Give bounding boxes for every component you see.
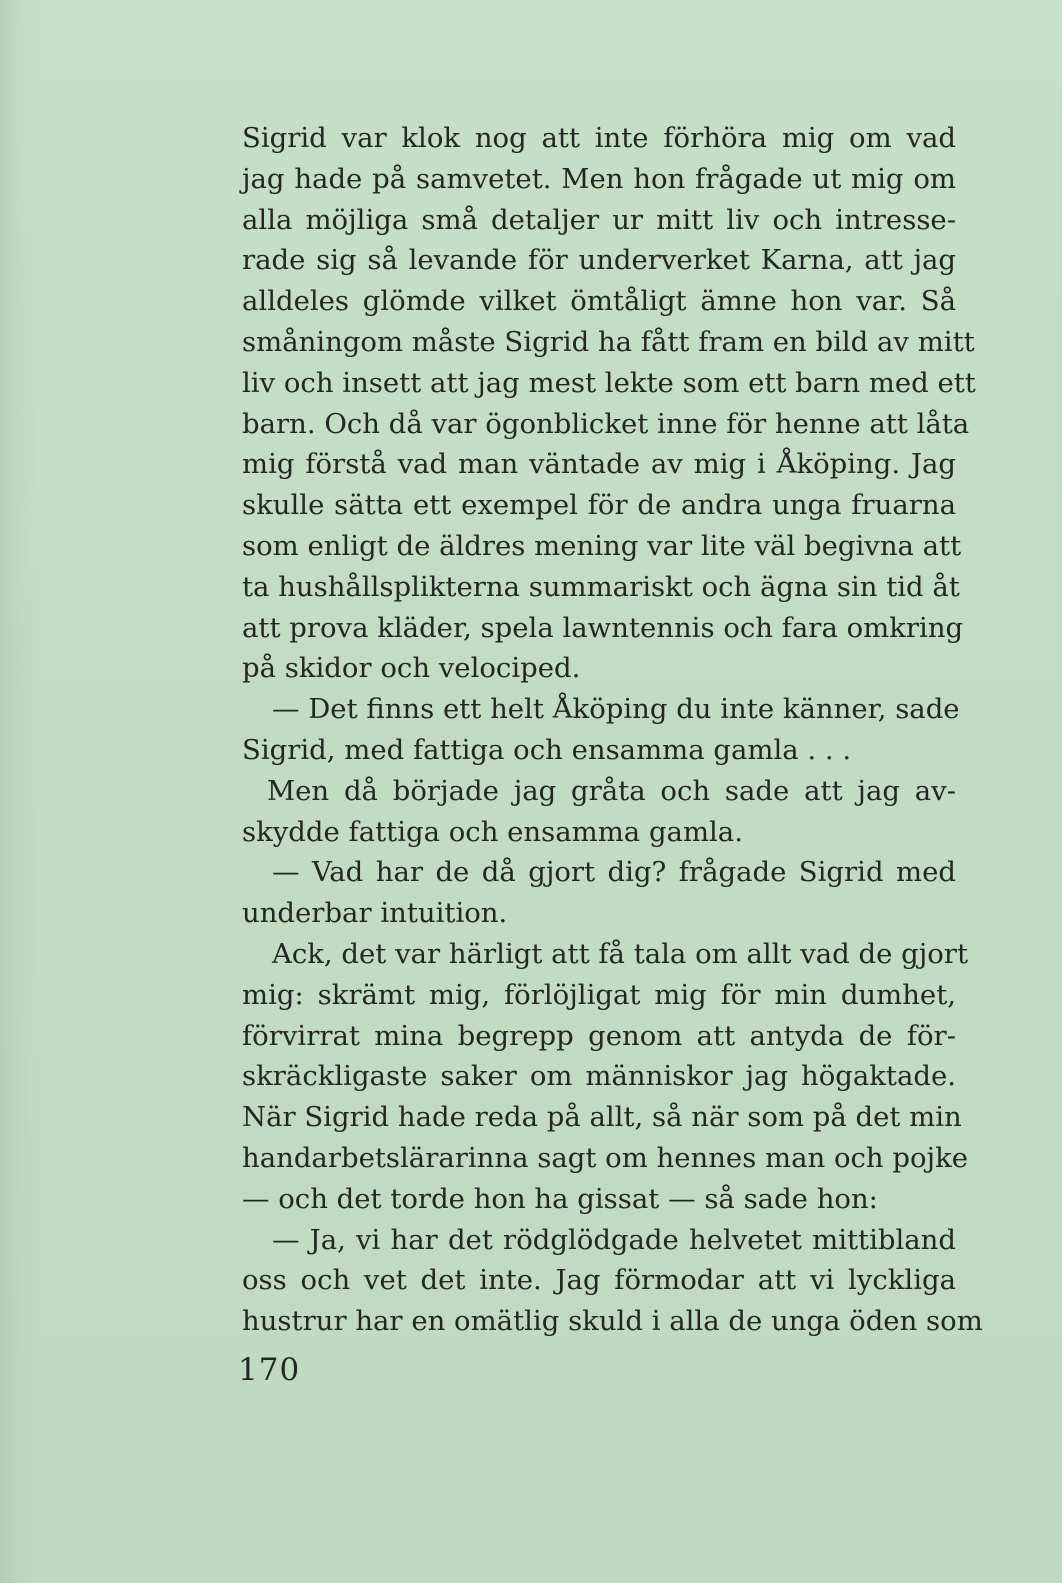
text-line: mig: skrämt mig, förlöjligat mig för min dumhet, bbox=[242, 978, 956, 1011]
dialogue-line: — Ja, vi har det rödglödgade helvetet mittibland bbox=[272, 1223, 956, 1256]
text-line: oss och vet det inte. Jag förmodar att vi lyckliga bbox=[242, 1264, 956, 1297]
text-line: ta hushållsplikterna summariskt och ägna sin tid åt bbox=[242, 570, 960, 603]
text-line: småningom måste Sigrid ha fått fram en bild av mitt bbox=[242, 325, 975, 358]
paragraph-start: Men då började jag gråta och sade att jag av- bbox=[267, 774, 956, 807]
text-line: När Sigrid hade reda på allt, så när som på det min bbox=[242, 1101, 962, 1134]
text-line: mig förstå vad man väntade av mig i Åköping. Jag bbox=[242, 448, 956, 481]
text-line: skräckligaste saker om människor jag högaktade. bbox=[242, 1060, 956, 1093]
text-line: handarbetslärarinna sagt om hennes man och pojke bbox=[242, 1141, 969, 1174]
body-text bbox=[242, 118, 983, 1342]
text-line: skulle sätta ett exempel för de andra unga fruarna bbox=[242, 489, 956, 522]
text-line: att prova kläder, spela lawntennis och fara omkring bbox=[242, 611, 964, 644]
text-line: liv och insett att jag mest lekte som ett barn med ett bbox=[242, 366, 976, 399]
text-line: förvirrat mina begrepp genom att antyda de för- bbox=[242, 1019, 956, 1052]
text-line: rade sig så levande för underverket Karna, att jag bbox=[242, 244, 956, 277]
text-line: Sigrid var klok nog att inte förhöra mig om vad bbox=[242, 122, 956, 154]
text-line: alldeles glömde vilket ömtåligt ämne hon var. Så bbox=[242, 285, 956, 318]
text-line: som enligt de äldres mening var lite väl begivna att bbox=[242, 529, 962, 562]
page-number: 170 bbox=[238, 1352, 301, 1388]
text-line: barn. Och då var ögonblicket inne för henne att låta bbox=[242, 407, 970, 440]
dialogue-line: — Vad har de då gjort dig? frågade Sigrid med bbox=[272, 856, 956, 889]
text-line: hustrur har en omätlig skuld i alla de unga öden som bbox=[242, 1305, 983, 1338]
text-line: alla möjliga små detaljer ur mitt liv och intresse- bbox=[242, 203, 956, 236]
paragraph-start: Ack, det var härligt att få tala om allt vad de gjort bbox=[272, 937, 968, 970]
text-line: — och det torde hon ha gissat — så sade hon: bbox=[242, 1182, 878, 1215]
dialogue-line: — Det finns ett helt Åköping du inte känner, sade bbox=[272, 693, 960, 726]
text-line: på skidor och velociped. bbox=[242, 652, 581, 685]
text-line: skydde fattiga och ensamma gamla. bbox=[242, 815, 743, 848]
text-line: jag hade på samvetet. Men hon frågade ut mig om bbox=[242, 162, 956, 195]
text-line: underbar intuition. bbox=[242, 897, 508, 930]
text-line: Sigrid, med fattiga och ensamma gamla . . . bbox=[242, 733, 852, 766]
